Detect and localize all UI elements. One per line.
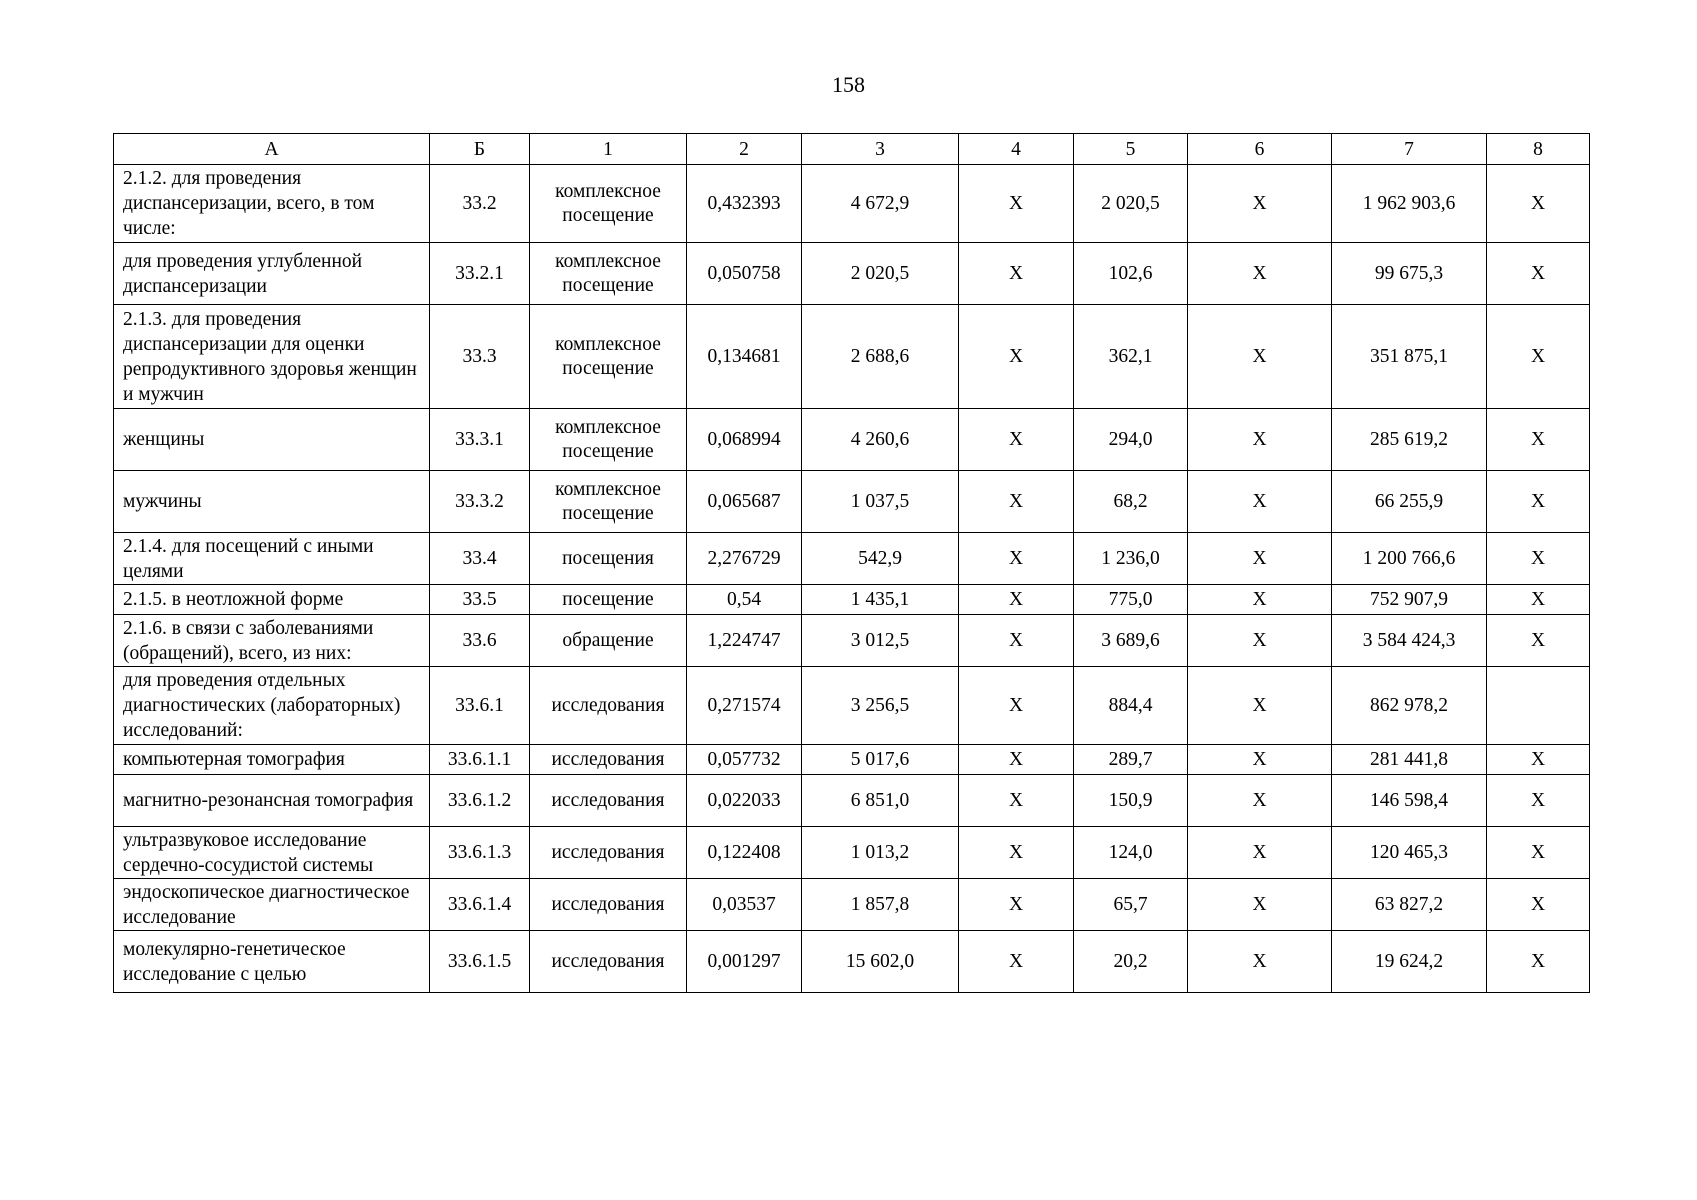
- row-unit-cell: обращение: [530, 615, 687, 667]
- col4-cell: X: [959, 585, 1074, 615]
- col2-cell: 0,057732: [687, 745, 802, 775]
- row-code-cell: 33.2: [430, 165, 530, 243]
- row-code-cell: 33.6.1.1: [430, 745, 530, 775]
- col3-cell: 1 013,2: [802, 827, 959, 879]
- row-unit-cell: комплексное посещение: [530, 305, 687, 409]
- header-cell: 7: [1332, 134, 1487, 165]
- row-code-cell: 33.6.1.4: [430, 879, 530, 931]
- col3-cell: 2 020,5: [802, 243, 959, 305]
- row-unit-cell: посещение: [530, 585, 687, 615]
- col4-cell: X: [959, 243, 1074, 305]
- col4-cell: X: [959, 745, 1074, 775]
- table-row: [114, 745, 1590, 775]
- row-code-cell: 33.5: [430, 585, 530, 615]
- col3-cell: 5 017,6: [802, 745, 959, 775]
- col3-cell: 4 672,9: [802, 165, 959, 243]
- col8-cell: X: [1487, 471, 1590, 533]
- row-name-cell: 2.1.5. в неотложной форме: [114, 585, 430, 615]
- table-row: [114, 615, 1590, 667]
- row-code-cell: 33.6: [430, 615, 530, 667]
- col4-cell: X: [959, 409, 1074, 471]
- row-unit-cell: исследования: [530, 775, 687, 827]
- col5-cell: 20,2: [1074, 931, 1188, 993]
- col5-cell: 884,4: [1074, 667, 1188, 745]
- col4-cell: X: [959, 533, 1074, 585]
- row-code-cell: 33.3.2: [430, 471, 530, 533]
- header-row: [114, 134, 1590, 165]
- col3-cell: 2 688,6: [802, 305, 959, 409]
- table-row: [114, 533, 1590, 585]
- col7-cell: 351 875,1: [1332, 305, 1487, 409]
- col8-cell: X: [1487, 305, 1590, 409]
- col4-cell: X: [959, 305, 1074, 409]
- table-row: [114, 667, 1590, 745]
- col8-cell: X: [1487, 615, 1590, 667]
- col8-cell: X: [1487, 533, 1590, 585]
- row-unit-cell: комплексное посещение: [530, 471, 687, 533]
- row-name-cell: компьютерная томография: [114, 745, 430, 775]
- col7-cell: 1 200 766,6: [1332, 533, 1487, 585]
- row-code-cell: 33.6.1.5: [430, 931, 530, 993]
- col8-cell: X: [1487, 775, 1590, 827]
- header-cell: 2: [687, 134, 802, 165]
- col8-cell: X: [1487, 165, 1590, 243]
- col8-cell: X: [1487, 931, 1590, 993]
- col3-cell: 15 602,0: [802, 931, 959, 993]
- header-cell: 5: [1074, 134, 1188, 165]
- row-name-cell: эндоскопическое диагностическое исследование: [114, 879, 430, 931]
- col7-cell: 120 465,3: [1332, 827, 1487, 879]
- col2-cell: 0,271574: [687, 667, 802, 745]
- row-name-cell: 2.1.2. для проведения диспансеризации, всего, в том числе:: [114, 165, 430, 243]
- col2-cell: 2,276729: [687, 533, 802, 585]
- col6-cell: X: [1188, 243, 1332, 305]
- col2-cell: 1,224747: [687, 615, 802, 667]
- row-code-cell: 33.4: [430, 533, 530, 585]
- col5-cell: 294,0: [1074, 409, 1188, 471]
- col8-cell: X: [1487, 409, 1590, 471]
- col5-cell: 150,9: [1074, 775, 1188, 827]
- col8-cell: X: [1487, 585, 1590, 615]
- row-code-cell: 33.2.1: [430, 243, 530, 305]
- row-code-cell: 33.3: [430, 305, 530, 409]
- row-unit-cell: исследования: [530, 931, 687, 993]
- row-unit-cell: комплексное посещение: [530, 409, 687, 471]
- col8-cell: [1487, 667, 1590, 745]
- col6-cell: X: [1188, 615, 1332, 667]
- col7-cell: 99 675,3: [1332, 243, 1487, 305]
- col8-cell: X: [1487, 243, 1590, 305]
- col4-cell: X: [959, 615, 1074, 667]
- table-row: [114, 585, 1590, 615]
- header-cell: 6: [1188, 134, 1332, 165]
- col2-cell: 0,134681: [687, 305, 802, 409]
- col7-cell: 862 978,2: [1332, 667, 1487, 745]
- col6-cell: X: [1188, 533, 1332, 585]
- row-name-cell: 2.1.6. в связи с заболеваниями (обращений), всего, из них:: [114, 615, 430, 667]
- col8-cell: X: [1487, 745, 1590, 775]
- col5-cell: 124,0: [1074, 827, 1188, 879]
- table-row: [114, 775, 1590, 827]
- row-unit-cell: исследования: [530, 879, 687, 931]
- row-name-cell: женщины: [114, 409, 430, 471]
- row-code-cell: 33.6.1: [430, 667, 530, 745]
- col3-cell: 3 256,5: [802, 667, 959, 745]
- col7-cell: 66 255,9: [1332, 471, 1487, 533]
- col5-cell: 362,1: [1074, 305, 1188, 409]
- row-code-cell: 33.3.1: [430, 409, 530, 471]
- col5-cell: 775,0: [1074, 585, 1188, 615]
- header-cell: 8: [1487, 134, 1590, 165]
- col2-cell: 0,03537: [687, 879, 802, 931]
- table-row: [114, 409, 1590, 471]
- col5-cell: 2 020,5: [1074, 165, 1188, 243]
- col4-cell: X: [959, 165, 1074, 243]
- col7-cell: 281 441,8: [1332, 745, 1487, 775]
- col2-cell: 0,122408: [687, 827, 802, 879]
- row-unit-cell: исследования: [530, 827, 687, 879]
- col7-cell: 1 962 903,6: [1332, 165, 1487, 243]
- col2-cell: 0,068994: [687, 409, 802, 471]
- col5-cell: 68,2: [1074, 471, 1188, 533]
- table-row: [114, 931, 1590, 993]
- col6-cell: X: [1188, 305, 1332, 409]
- row-name-cell: 2.1.3. для проведения диспансеризации для оценки репродуктивного здоровья женщин и мужчин: [114, 305, 430, 409]
- table-row: [114, 827, 1590, 879]
- page-number: 158: [832, 72, 865, 97]
- col4-cell: X: [959, 827, 1074, 879]
- col6-cell: X: [1188, 409, 1332, 471]
- col6-cell: X: [1188, 879, 1332, 931]
- table-row: [114, 305, 1590, 409]
- row-unit-cell: комплексное посещение: [530, 165, 687, 243]
- col6-cell: X: [1188, 775, 1332, 827]
- table-row: [114, 471, 1590, 533]
- table-row: [114, 165, 1590, 243]
- row-name-cell: для проведения углубленной диспансеризации: [114, 243, 430, 305]
- header-cell: 1: [530, 134, 687, 165]
- col3-cell: 3 012,5: [802, 615, 959, 667]
- col4-cell: X: [959, 879, 1074, 931]
- row-code-cell: 33.6.1.2: [430, 775, 530, 827]
- col5-cell: 3 689,6: [1074, 615, 1188, 667]
- col4-cell: X: [959, 667, 1074, 745]
- col7-cell: 146 598,4: [1332, 775, 1487, 827]
- col4-cell: X: [959, 471, 1074, 533]
- col7-cell: 3 584 424,3: [1332, 615, 1487, 667]
- header-cell: 4: [959, 134, 1074, 165]
- col5-cell: 65,7: [1074, 879, 1188, 931]
- row-unit-cell: исследования: [530, 745, 687, 775]
- col4-cell: X: [959, 931, 1074, 993]
- header-cell: Б: [430, 134, 530, 165]
- col7-cell: 19 624,2: [1332, 931, 1487, 993]
- data-table: [113, 133, 1590, 993]
- col3-cell: 1 857,8: [802, 879, 959, 931]
- row-name-cell: молекулярно-генетическое исследование с целью: [114, 931, 430, 993]
- row-name-cell: для проведения отдельных диагностических (лабораторных) исследований:: [114, 667, 430, 745]
- col3-cell: 4 260,6: [802, 409, 959, 471]
- header-cell: 3: [802, 134, 959, 165]
- col8-cell: X: [1487, 827, 1590, 879]
- table-row: [114, 879, 1590, 931]
- row-name-cell: ультразвуковое исследование сердечно-сосудистой системы: [114, 827, 430, 879]
- row-unit-cell: комплексное посещение: [530, 243, 687, 305]
- col6-cell: X: [1188, 667, 1332, 745]
- col2-cell: 0,050758: [687, 243, 802, 305]
- col4-cell: X: [959, 775, 1074, 827]
- col3-cell: 1 435,1: [802, 585, 959, 615]
- col6-cell: X: [1188, 931, 1332, 993]
- col6-cell: X: [1188, 745, 1332, 775]
- header-cell: А: [114, 134, 430, 165]
- col2-cell: 0,022033: [687, 775, 802, 827]
- col2-cell: 0,432393: [687, 165, 802, 243]
- row-code-cell: 33.6.1.3: [430, 827, 530, 879]
- col6-cell: X: [1188, 471, 1332, 533]
- col3-cell: 542,9: [802, 533, 959, 585]
- col7-cell: 285 619,2: [1332, 409, 1487, 471]
- row-name-cell: мужчины: [114, 471, 430, 533]
- col3-cell: 6 851,0: [802, 775, 959, 827]
- col6-cell: X: [1188, 827, 1332, 879]
- col2-cell: 0,065687: [687, 471, 802, 533]
- col6-cell: X: [1188, 585, 1332, 615]
- col3-cell: 1 037,5: [802, 471, 959, 533]
- row-unit-cell: посещения: [530, 533, 687, 585]
- row-name-cell: магнитно-резонансная томография: [114, 775, 430, 827]
- row-unit-cell: исследования: [530, 667, 687, 745]
- col8-cell: X: [1487, 879, 1590, 931]
- col7-cell: 63 827,2: [1332, 879, 1487, 931]
- col2-cell: 0,54: [687, 585, 802, 615]
- col6-cell: X: [1188, 165, 1332, 243]
- col5-cell: 1 236,0: [1074, 533, 1188, 585]
- table-row: [114, 243, 1590, 305]
- col2-cell: 0,001297: [687, 931, 802, 993]
- row-name-cell: 2.1.4. для посещений с иными целями: [114, 533, 430, 585]
- col5-cell: 102,6: [1074, 243, 1188, 305]
- col7-cell: 752 907,9: [1332, 585, 1487, 615]
- col5-cell: 289,7: [1074, 745, 1188, 775]
